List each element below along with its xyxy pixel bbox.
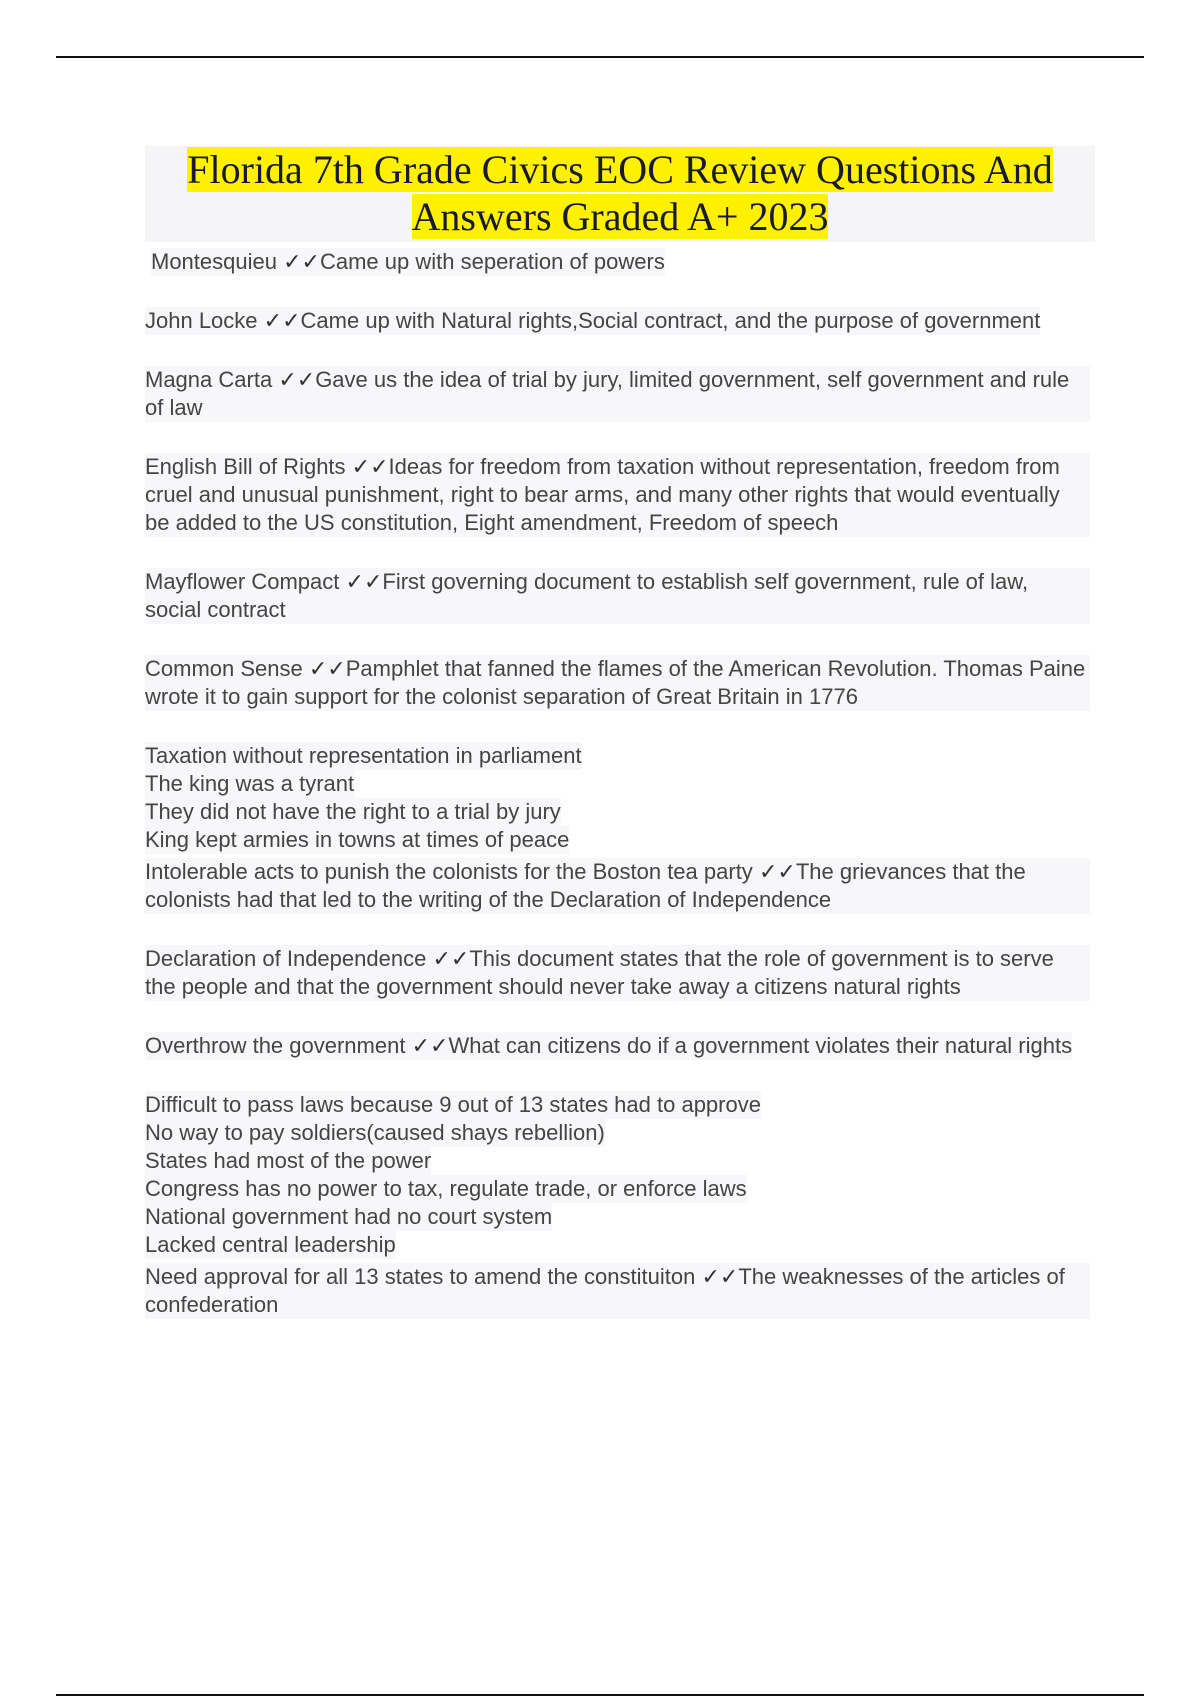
entry-definition: Came up with Natural rights,Social contract, and the purpose of government <box>300 308 1041 333</box>
list-item: Congress has no power to tax, regulate trade, or enforce laws <box>145 1176 747 1201</box>
entry-term: Need approval for all 13 states to amend the constituiton <box>145 1264 696 1289</box>
entry-definition: The weaknesses of the articles of confederation <box>145 1264 1065 1317</box>
check-mark: ✓✓ <box>432 946 470 971</box>
bottom-rule <box>56 1694 1144 1696</box>
list-item: Difficult to pass laws because 9 out of 13 states had to approve <box>145 1092 761 1117</box>
entry-definition: What can citizens do if a government violates their natural rights <box>448 1033 1073 1058</box>
check-mark: ✓✓ <box>758 859 796 884</box>
top-rule <box>56 56 1144 58</box>
entry-term: Intolerable acts to punish the colonists for the Boston tea party <box>145 859 753 884</box>
entry-definition: This document states that the role of government is to serve the people and that the government should never take away a citizens natural rights <box>145 946 1054 999</box>
entry-term: John Locke <box>145 308 258 333</box>
weaknesses-list <box>145 1091 1095 1259</box>
list-item: No way to pay soldiers(caused shays rebellion) <box>145 1120 605 1145</box>
qa-entry <box>145 1263 1090 1319</box>
entry-term: Overthrow the government <box>145 1033 406 1058</box>
qa-entry <box>145 366 1090 422</box>
entry-term: Declaration of Independence <box>145 946 427 971</box>
list-item: National government had no court system <box>145 1204 553 1229</box>
check-mark: ✓✓ <box>278 367 316 392</box>
entry-definition: Ideas for freedom from taxation without representation, freedom from cruel and unusual punishment, right to bear arms, and many other rights that would eventually be added to the US constitution, Eight amendment, Freedom of speech <box>145 454 1060 535</box>
entry-term: English Bill of Rights <box>145 454 346 479</box>
check-mark: ✓✓ <box>701 1264 739 1289</box>
list-item: States had most of the power <box>145 1148 432 1173</box>
check-mark: ✓✓ <box>351 454 389 479</box>
page-title <box>145 146 1095 240</box>
list-item: Taxation without representation in parliament <box>145 743 582 768</box>
title-line-1: Florida 7th Grade Civics EOC Review Questions And <box>187 147 1053 192</box>
entry-term: Montesquieu <box>151 249 277 274</box>
entry-definition: Gave us the idea of trial by jury, limited government, self government and rule of law <box>145 367 1070 420</box>
list-item: King kept armies in towns at times of peace <box>145 827 570 852</box>
qa-entry <box>151 248 665 276</box>
qa-entry <box>145 568 1090 624</box>
qa-entry <box>145 655 1090 711</box>
grievances-list <box>145 742 1095 854</box>
qa-entry <box>145 1032 1072 1060</box>
check-mark: ✓✓ <box>345 569 383 594</box>
qa-entry <box>145 453 1090 537</box>
entry-definition: The grievances that the colonists had that led to the writing of the Declaration of Independence <box>145 859 1026 912</box>
check-mark: ✓✓ <box>283 249 320 274</box>
entry-definition: Came up with seperation of powers <box>319 249 665 274</box>
entry-term: Magna Carta <box>145 367 273 392</box>
list-item: The king was a tyrant <box>145 771 355 796</box>
entry-definition: Pamphlet that fanned the flames of the American Revolution. Thomas Paine wrote it to gain support for the colonist separation of Great Britain in 1776 <box>145 656 1086 709</box>
title-line-2: Answers Graded A+ 2023 <box>411 194 829 239</box>
list-item: They did not have the right to a trial by jury <box>145 799 561 824</box>
entry-term: Mayflower Compact <box>145 569 340 594</box>
list-item: Lacked central leadership <box>145 1232 396 1257</box>
document-body <box>145 146 1095 1350</box>
qa-entry <box>145 307 1040 335</box>
title-block <box>145 146 1095 242</box>
check-mark: ✓✓ <box>308 656 346 681</box>
qa-entry <box>145 858 1090 914</box>
entry-term: Common Sense <box>145 656 303 681</box>
entry-definition: First governing document to establish self government, rule of law, social contract <box>145 569 1029 622</box>
check-mark: ✓✓ <box>263 308 301 333</box>
qa-entry <box>145 945 1090 1001</box>
check-mark: ✓✓ <box>411 1033 449 1058</box>
